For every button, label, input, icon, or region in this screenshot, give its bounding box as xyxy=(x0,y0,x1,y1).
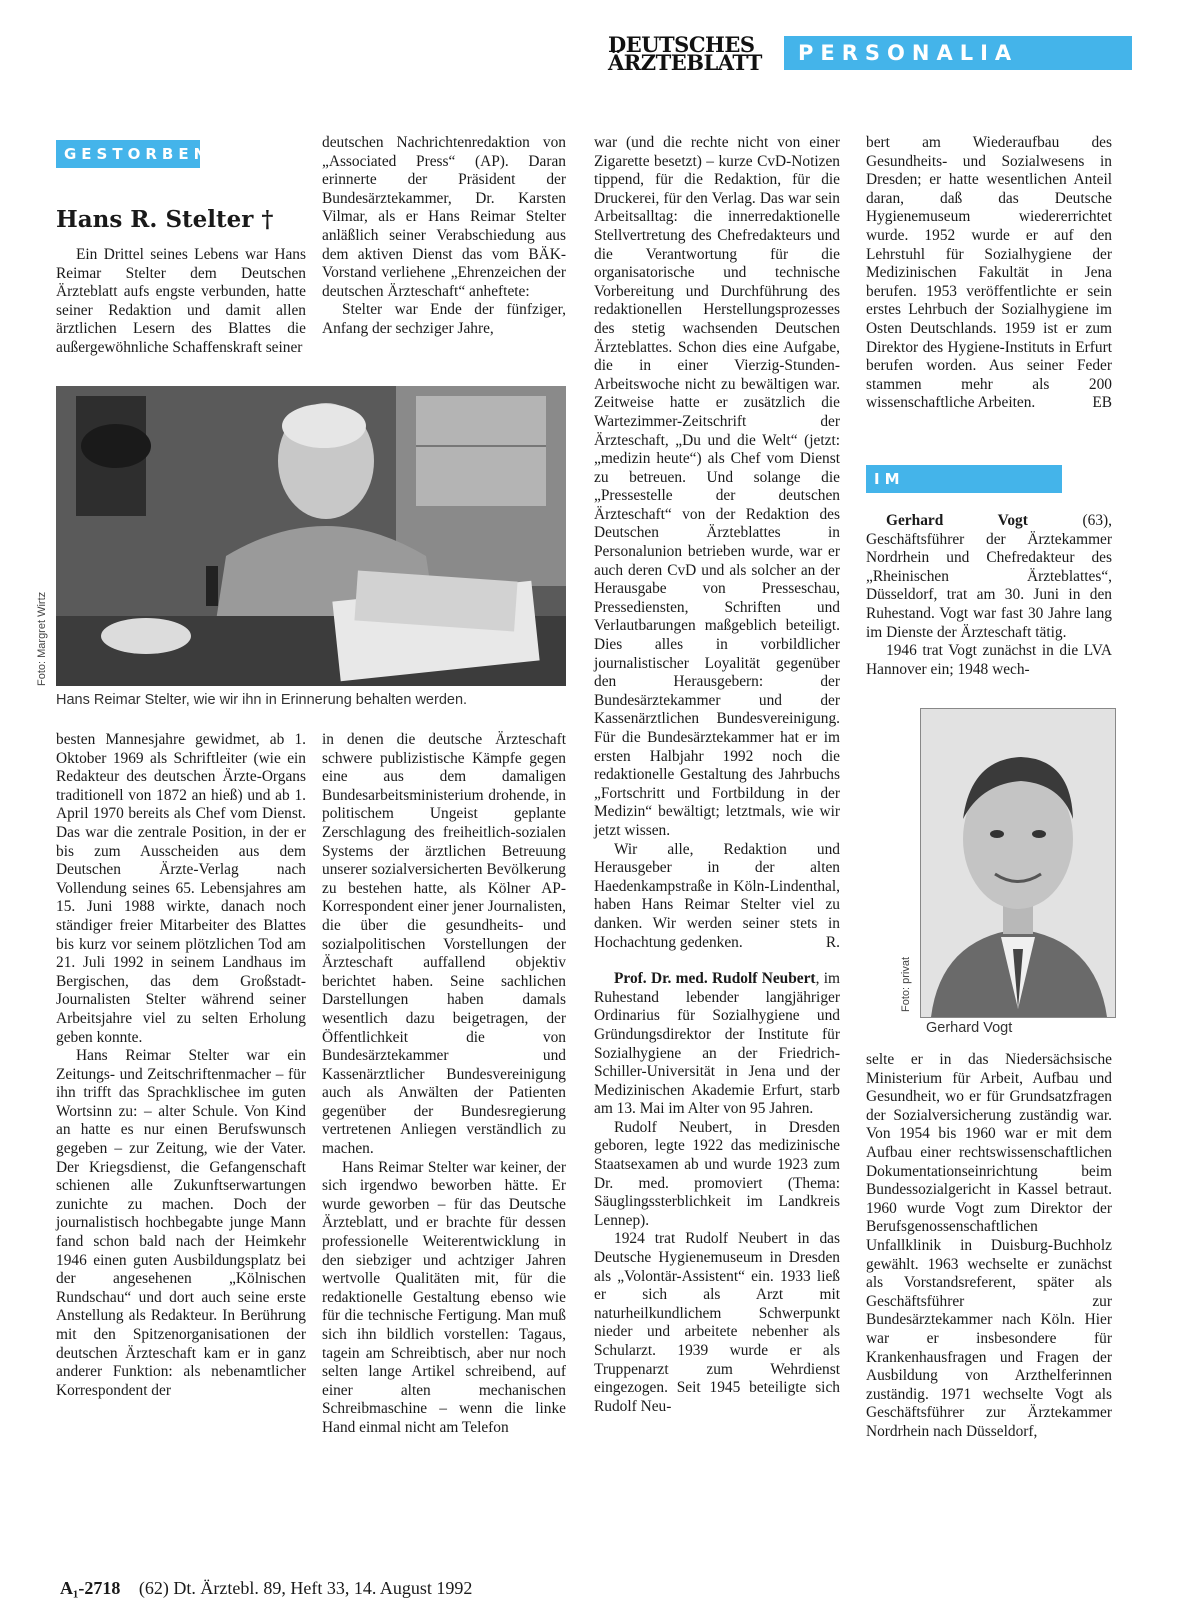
photo-caption-stelter: Hans Reimar Stelter, wie wir ihn in Erinnerung behalten werden. xyxy=(56,692,468,708)
brand-logo xyxy=(608,32,762,75)
column-4-bottom xyxy=(866,1051,1112,1441)
page-number: A₁-2718 xyxy=(60,1578,121,1598)
paragraph-vogt: Gerhard Vogt (63), Geschäftsführer der Ärztekammer Nordrhein und Chefredakteur des „Rheinischen Ärzteblattes“, Düsseldorf, trat am 30. Juni in den Ruhestand. Vogt war fast 30 Jahre lang im Dienste der Ärzteschaft tätig. xyxy=(866,512,1112,641)
author-signature: R. xyxy=(825,933,840,951)
author-signature: EB xyxy=(1092,394,1112,412)
section-rubric: PERSONALIA xyxy=(784,36,1132,70)
column-4-top xyxy=(866,134,1112,413)
photo-caption-vogt: Gerhard Vogt xyxy=(926,1020,1013,1036)
column-1-bottom xyxy=(56,731,306,1400)
photo-hans-stelter xyxy=(56,386,566,686)
column-2-bottom xyxy=(322,731,566,1438)
section-label-ruhestand: IM RUHESTAND xyxy=(866,465,1062,493)
photo-gerhard-vogt xyxy=(920,708,1116,1018)
column-1-top xyxy=(56,140,306,358)
column-2-top xyxy=(322,134,566,339)
paragraph-neubert: Prof. Dr. med. Rudolf Neubert, im Ruhestand lebender langjähriger Ordinarius für Sozialhygiene und Gründungsdirektor der Institute für Sozialhygiene an der Friedrich-Schiller-Universität in Jena und der Medizinischen Akademie Erfurt, starb am 13. Mai im Alter von 95 Jahren. xyxy=(594,970,840,1118)
paragraph: 1924 trat Rudolf Neubert in das Deutsche Hygienemuseum in Dresden als „Volontär-Assistent“ ein. 1933 ließ er sich als Arzt mit naturheilkundlichem Schwerpunkt nieder und arbeitete nebenher als Schularzt. 1939 wurde er als Truppenarzt zum Wehrdienst eingezogen. Seit 1945 beteiligte sich Rudolf Neu- xyxy=(594,1230,840,1415)
page-footer xyxy=(60,1578,472,1599)
paragraph: bert am Wiederaufbau des Gesundheits- und Sozialwesens in Dresden; er hatte wesentlichen Anteil daran, daß das Deutsche Hygienemuseum wiedererrichtet wurde. 1952 wurde er auf den Lehrstuhl für Sozialhygiene der Medizinischen Fakultät in Jena berufen. 1953 veröffentlichte er sein erstes Lehrbuch der Sozialhygiene im Osten Deutschlands. 1959 ist er zum Direktor des Hygiene-Instituts in Erfurt berufen worden. Aus seiner Feder stammen mehr als 200 wissenschaftliche Arbeiten. EB xyxy=(866,134,1112,412)
masthead xyxy=(608,32,1168,76)
paragraph: deutschen Nachrichtenredaktion von „Associated Press“ (AP). Daran erinnerte der Präsident der Bundesärztekammer, Dr. Karsten Vilmar, als er Hans Reimar Stelter anläßlich seiner Verabschiedung aus dem aktiven Dienst das vom BÄK-Vorstand verliehene „Ehrenzeichen der deutschen Ärzteschaft“ anheftete: xyxy=(322,134,566,300)
brand-line-1: DEUTSCHES xyxy=(608,32,755,57)
issue-reference: (62) Dt. Ärztebl. 89, Heft 33, 14. August 1992 xyxy=(138,1578,473,1598)
paragraph: selte er in das Niedersächsische Ministerium für Arbeit, Aufbau und Gesundheit, wo er für Grundsatzfragen der Sozialversicherung zuständig war. Von 1954 bis 1960 war er mit dem Aufbau einer rechtswissenschaftlichen Dokumentationseinrichtung beim Bundessozialgericht in Kassel betraut. 1960 wurde Vogt zum Direktor der Berufsgenossenschaftlichen Unfallklinik in Duisburg-Buchholz gewählt. 1963 wechselte er zunächst als Vorstandsreferent, später als Geschäftsführer zur Bundesärztekammer nach Köln. Hier war er insbesondere für Krankenhausfragen und Fragen der Ausbildung von Arzthelferinnen zuständig. 1971 wechselte Vogt als Geschäftsführer zur Ärztekammer Nordrhein nach Düsseldorf, xyxy=(866,1051,1112,1440)
paragraph: besten Mannesjahre gewidmet, ab 1. Oktober 1969 als Schriftleiter (wie ein Redakteur des deutschen Ärzte-Organs traditionell von 1872 an hieß) und ab 1. April 1970 bereits als Chef vom Dienst. Das war die zentrale Position, in der er bis zum Ausscheiden aus dem Deutschen Ärzte-Verlag nach Vollendung seines 65. Lebensjahres am 15. Juni 1988 wirkte, danach noch ständiger freier Mitarbeiter des Blattes bis kurz vor seinem plötzlichen Tod am 21. Juli 1992 in seinem Landhaus im Bergischen, das dem Großstadt-Journalisten Stelter während seiner Arbeitsjahre viel zu selten Erholung geben konnte. xyxy=(56,731,306,1046)
col1-top-text xyxy=(56,246,306,358)
paragraph: in denen die deutsche Ärzteschaft schwere publizistische Kämpfe gegen eine aus dem damaligen Bundesarbeitsministerium drohende, in politischem Ungeist geplante Zerschlagung des freiheitlich-sozialen Systems der ärztlichen Betreuung unserer sozialversicherten Bevölkerung zu bestehen hatte, als Kölner AP-Korrespondent einer jener Journalisten, die über die gesundheits- und sozialpolitischen Vorstellungen der Ärzteschaft auffallend objektiv berichtet haben. Seine sachlichen Darstellungen haben damals wesentlich dazu beigetragen, der Öffentlichkeit die von Bundesärztekammer und Kassenärztlicher Bundesvereinigung auch als Anwälten der Patienten gegenüber der Bundesregierung vertretenen Anliegen verständlich zu machen. xyxy=(322,731,566,1158)
paragraph: Wir alle, Redaktion und Herausgeber in der alten Haedenkampstraße in Köln-Lindenthal, haben Hans Reimar Stelter viel zu danken. Wir werden seiner stets in Hochachtung gedenken. R. xyxy=(594,840,840,951)
portrait-illustration xyxy=(921,709,1115,1017)
article-headline: Hans R. Stelter † xyxy=(56,206,274,233)
photo-credit-privat: Foto: privat xyxy=(900,956,912,1012)
brand-line-2: ÄRZTEBLATT xyxy=(608,50,762,75)
paragraph: Rudolf Neubert, in Dresden geboren, legte 1922 das medizinische Staatsexamen ab und wurde 1923 zum Dr. med. promoviert (Thema: Säuglingssterblichkeit im Landkreis Lennep). xyxy=(594,1118,840,1229)
paragraph: Stelter war Ende der fünfziger, Anfang der sechziger Jahre, xyxy=(322,301,566,337)
paragraph: Hans Reimar Stelter war ein Zeitungs- und Zeitschriftenmacher – für ihn trifft das Sprachklischee im guten Wortsinn zu: – alter Schule. Von Kind an hatte es nur einen Berufswunsch gegeben – zur Zeitung, wie der Vater. Der Kriegsdienst, die Gefangenschaft schienen alle Zukunftserwartungen zunichte zu machen. Doch der journalistisch hochbegabte junge Mann fand schon bald nach der Heimkehr 1946 einen guten Ausbildungsplatz bei der angesehenen „Kölnischen Rundschau“ und dort auch seine erste Anstellung als Redakteur. In Berührung mit den Spitzenorganisationen der deutschen Ärzteschaft kam er in ganz anderer Funktion: als nebenamtlicher Korrespondent der xyxy=(56,1047,306,1399)
office-photo-illustration xyxy=(56,386,566,686)
column-4-middle xyxy=(866,512,1112,679)
paragraph: Hans Reimar Stelter war keiner, der sich irgendwo beworben hätte. Er wurde geworben – für das Deutsche Ärzteblatt, und er brachte für dessen professionelle Weiterentwicklung in den siebziger und achtziger Jahren wertvolle Qualitäten mit, für die redaktionelle Gestaltung ebenso wie für die technische Fertigung. Man muß sich ihn bildlich vorstellen: Tagaus, tagein am Schreibtisch, aber nur noch selten lange Artikel schreibend, auf einer alten mechanischen Schreibmaschine – wenn die linke Hand einmal nicht am Telefon xyxy=(322,1158,566,1436)
section-label-gestorben: GESTORBEN xyxy=(56,140,200,168)
column-3 xyxy=(594,134,840,1416)
paragraph: war (und die rechte nicht von einer Zigarette besetzt) – kurze CvD-Notizen tippend, für die Redaktion, für die Druckerei, für den Verlag. Das war sein Arbeitsalltag: die innerredaktionelle Stellvertretung des Chefredakteurs und die Verantwortung für die organisatorische und technische Vorbereitung und Durchführung des redaktionellen Herstellungsprozesses des stetig wachsenden Deutschen Ärzteblattes. Schon dies eine Aufgabe, die in einer Vierzig-Stunden-Arbeitswoche nicht zu bewältigen war. Zeitweise hatte er zusätzlich die Wartezimmer-Zeitschrift der Ärzteschaft, „Du und die Welt“ (jetzt: „medizin heute“) als Chef vom Dienst zu betreuen. Und solange die „Pressestelle der deutschen Ärzteschaft“ von der Redaktion des Deutschen Ärzteblattes in Personalunion betrieben wurde, war er auch deren CvD und als solcher an der Herausgabe von Presseschau, Pressediensten, Schriften und Verlautbarungen maßgeblich beteiligt. Dies alles in vorbildlicher journalistischer Loyalität gegenüber den Herausgebern: der Bundesärztekammer und der Kassenärztlichen Bundesvereinigung. Für die Bundesärztekammer hat er im ersten Halbjahr 1992 noch die redaktionelle Gestaltung des Jahrbuchs „Fortschritt und Fortbildung in der Medizin“ bewältigt; letztmals, wie wir jetzt wissen. xyxy=(594,134,840,839)
person-name: Prof. Dr. med. Rudolf Neubert xyxy=(614,970,816,988)
paragraph: Ein Drittel seines Lebens war Hans Reimar Stelter dem Deutschen Ärzteblatt aufs engste verbunden, hatte seiner Redaktion und damit allen ärztlichen Lesern des Blattes die außergewöhnliche Schaffenskraft seiner xyxy=(56,246,306,356)
person-name: Gerhard Vogt xyxy=(886,512,1028,529)
paragraph: 1946 trat Vogt zunächst in die LVA Hannover ein; 1948 wech- xyxy=(866,642,1112,678)
photo-credit-wirtz: Foto: Margret Wirtz xyxy=(36,591,48,686)
